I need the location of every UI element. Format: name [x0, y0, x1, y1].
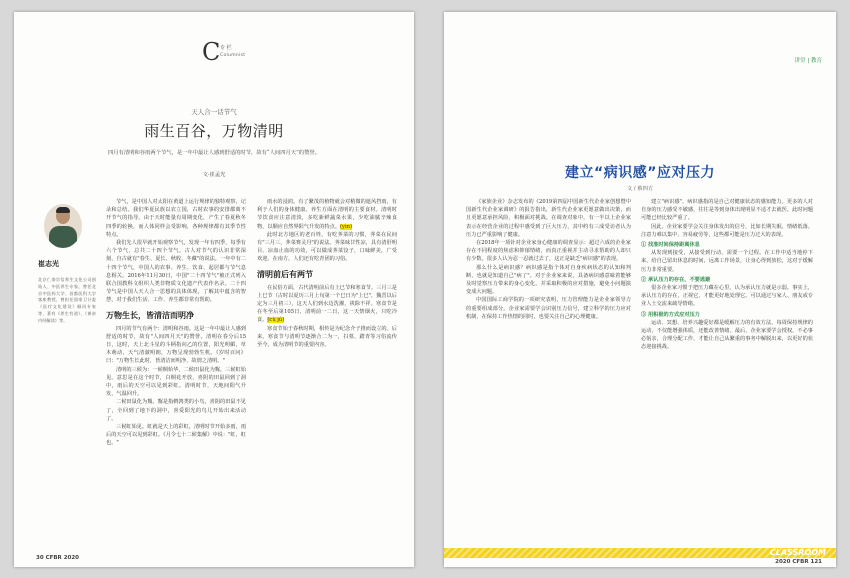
section-heading: ① 找准时间保持距离休息 — [641, 242, 700, 249]
author-bio: 北京仁泰宗信养生文化公司创始人、中医养生专家，曾任北京中医药大学、首都医科大学客座教授，曾担任国家卫计委《医疗文化建设》顾问专家等，著有《养生有道》、《黄帝内经解读》等。 — [38, 277, 96, 323]
article-author: 文·崔孟光 — [202, 172, 226, 178]
article-title: 雨生百谷，万物清明 — [144, 122, 284, 140]
highlight-pinyin: (yìn) — [340, 223, 352, 230]
logo-en: Columnist — [220, 53, 246, 58]
paragraph-text: 雨水的浸润。有了繁茂的植物就会对稍微的遮风挡雨，有利于人们的身体健康。养生方面在清明的主要食材。清明时节饮食应注意清淡，多吃新鲜蔬菜水果，少吃油腻辛辣食物，以顺应自然界阳气升发的特点。 — [257, 199, 397, 230]
paragraph: 寒食节始于春秋时期，相传是为纪念介子推而设立的。后来，寒食节与清明节逐渐合二为一，扫墓、踏青等习俗流传至今，成为清明节的重要内容。 — [257, 325, 397, 349]
page-footer: 2020 CFBR 121 — [775, 559, 822, 565]
paragraph: 在2018年一项针对企业家身心健康的调查显示：超过六成的企业家存在不同程度的焦虑和抑郁情绪，而真正重视并主动寻求帮助的人却只有少数。很多人认为忍一忍就过去了，这正是缺乏"病识感"的表现。 — [466, 240, 631, 263]
section-heading: ③ 用积极的方式应对压力 — [641, 311, 700, 318]
author-name: 崔志光 — [38, 260, 59, 268]
paragraph: 四月的节气有两个：清明和谷雨。这是一年中最让人感到舒适的时节，故有"人间四月天"的赞誉。清明在春分后15日，这时，天上北斗星的斗柄指向乙的位置，阳光明媚，草木萌动，天气清澈明朗，万物呈现勃勃生机。《岁时百问》曰："万物生长此时，皆清洁而明净，故谓之清明。" — [106, 325, 246, 365]
paragraph: 《家族企业》杂志发布的《2019第四届中国新生代企业家创想暨中国新生代企业家调研》的报告指出，新生代企业家更愿意做出决策，而且更愿意承担风险，积极面对挑战。在调查对象中，有一半以上企业家表示在经营企业的过程中感受到了巨大压力，其中约有三成受访者认为压力已严重影响了健康。 — [466, 199, 631, 238]
article-subtitle: 四月有清明和谷雨两个节气，是一年中最让人感到舒适的时节，故有“人间四月天”的赞誉。 — [108, 150, 320, 156]
paragraph — [257, 198, 397, 231]
paragraph: 我们先人很早就开始观察节气，发现一年有四季，每季有六个节气，总共二十四个节气。古人对节气的认识非常深刻，自古就有"春生、夏长、秋收、冬藏"的说法。一年中有二十四个节气，中国人的农事、养生、饮食、起居都与节气息息相关。2016年11月30日，中国"二十四节气"被正式列入联合国教科文组织人类非物质文化遗产代表作名录。二十四节气是中国人天人合一思想的具体体现，了解其中蕴含的智慧，对于我们生活、工作、养生都非常有帮助。 — [106, 240, 246, 304]
left-column-1 — [106, 198, 246, 550]
photo-body — [49, 226, 77, 248]
paragraph: 清明的三候为：一候桐始华，二候田鼠化为鴽，三候虹始见。意思是在这个时节，白桐花开放，喜阴的田鼠回到了洞中，雨后的天空可以见到彩虹。清明时节，天地间阳气升发，气温回升。 — [106, 366, 246, 398]
kicker: 天人合一话节气 — [191, 108, 237, 116]
right-column-1 — [466, 198, 631, 543]
photo-hair — [56, 207, 70, 213]
paragraph: 因此，企业家要学会关注身体发出的信号，比如长期失眠、情绪低落、注意力难以集中、容易疲劳等，这些都可能是压力过大的表现。 — [641, 223, 813, 238]
paragraph: 中国国际工商学院的一项研究表明，压力管理能力是企业家领导力的重要组成部分。企业家需要学会识别压力信号，建立科学的压力应对机制，在保持工作热情的同时，也要关注自己的心理健康。 — [466, 297, 631, 320]
page-footer: 30 CFBR 2020 — [36, 555, 80, 561]
paragraph: 二候田鼠化为鴽。鴽是指鹌鹑类的小鸟，喜阴的田鼠不见了，全回到了地下的洞中，喜爱阳光的鸟儿开始出来活动了。 — [106, 399, 246, 422]
paragraph: 运动、冥想、培养兴趣爱好都是缓解压力的有效方法。每周保持规律的运动，不仅能增强体质，还能改善情绪。最后，企业家要学会授权，不必事必躬亲，合理分配工作，才能让自己从繁重的事务中解脱出来，以更好的状态迎接挑战。 — [641, 319, 813, 351]
article-title: 建立“病识感”应对压力 — [565, 165, 715, 181]
section-tag: 讲堂 | 教育 — [794, 58, 822, 64]
paragraph-text: 在民俗方面，古代清明前后有上巳节和寒食节。三月三是上巳节（古时以夏历三月上旬第一个巳日为"上巳"，魏晋以后定为三月初三），这天人们到水边洗濯，祓除不祥。寒食节是在冬至后第105日，清明前一二日，这一天禁烟火，只吃冷食。 — [257, 284, 397, 324]
logo-cn: 专 栏 — [220, 45, 232, 51]
paragraph: 从发现到接受，从接受到行动，需要一个过程。在工作中适当地停下来，给自己留出休息的时间，远离工作场景，让身心得到放松，这对于缓解压力非常重要。 — [641, 250, 813, 273]
paragraph: 三候虹始见。虹就是天上的彩虹，清明时节开始多雨，雨后的天空可以见到彩虹。《月令七十二候集解》中说："虹，虹也。" — [106, 424, 246, 447]
paragraph — [257, 284, 397, 325]
paragraph: 很多企业家习惯于把压力藏在心里，认为承认压力就是示弱。事实上，承认压力的存在，正视它，才能更好地处理它。可以通过与家人、朋友或专业人士交流来疏导情绪。 — [641, 285, 813, 308]
article-author: 文 / 蔡四方 — [626, 186, 654, 192]
column-logo — [202, 40, 262, 68]
left-column-2 — [257, 198, 397, 550]
banner-label: CLASSROOM — [769, 548, 826, 557]
author-photo — [44, 204, 82, 248]
paragraph: 节气，是中国人对太阳在黄道上运行规律的独特观察，记录和总结。我们华夏民族以农立国，古时农事的安排都离不开节气的指导。由于天时能量有周期变化，产生了春夏秋冬四季的轮换，而人体同样会受影响，各种规律都有其季节性特点。 — [106, 199, 246, 238]
section-heading: 清明前后有两节 — [257, 269, 313, 279]
classroom-banner — [444, 548, 836, 558]
section-heading: ② 承认压力的存在，不要逃避 — [641, 276, 711, 283]
logo-letter: C — [202, 38, 221, 66]
paragraph: 此时北方地区的老百姓，有吃荠菜的习惯，荠菜在民间有"三月三，荠菜赛灵丹"的说法。荠菜味甘性凉，具有清肝明目、凉血止血的功效，可以做成荠菜饺子，口味鲜美，广受欢迎。在南方，人们还有吃青团的习俗。 — [257, 231, 397, 263]
highlight-pinyin: (cù jú) — [267, 317, 285, 324]
paragraph: 建立"病识感"，病识感指的是自己对健康状态的感知能力。更多的人对自身的压力感受不敏感，往往是等到身体出现明显不适才去就医，此时问题可能已经比较严重了。 — [641, 199, 813, 222]
right-page — [444, 12, 836, 567]
left-page — [14, 12, 414, 567]
paragraph: 那么什么是病识感？病识感是指个体对自身疾病状态的认知和判断，也就是知道自己"病了"。对于企业家来说，具备病识感意味着能够及时觉察压力带来的身心变化，并采取积极的应对措施，避免小问题演变成大问题。 — [466, 264, 631, 296]
section-heading: 万物生长，皆清洁而明净 — [106, 310, 194, 320]
right-column-2 — [641, 198, 813, 543]
